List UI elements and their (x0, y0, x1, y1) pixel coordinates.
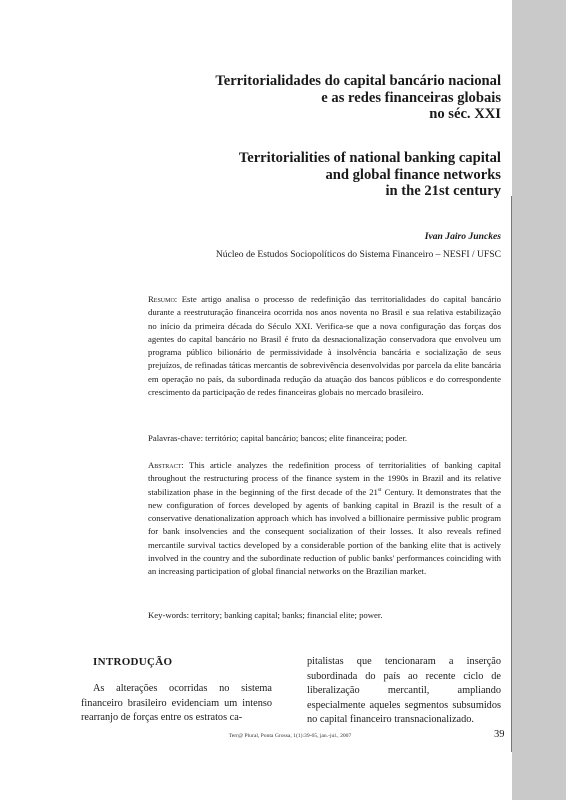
keywords-portuguese: Palavras-chave: território; capital bancário; bancos; elite financeira; poder. (148, 433, 408, 443)
title-english (140, 150, 501, 200)
frame-line (511, 196, 512, 752)
title-pt-line-3: no séc. XXI (429, 106, 501, 122)
page-number: 39 (494, 729, 505, 740)
journal-footer: Terr@ Plural, Ponta Grossa, 1(1):39-65, jan.-jul., 2007 (228, 733, 352, 739)
intro-column-right: pitalistas que tencionaram a inserção subordinada do país ao recente ciclo de liberalização mercantil, ampliando especialmente aqueles segmentos subsumidos no capital financeiro transnacionalizado. (307, 656, 501, 725)
abstract-en-sup: st (377, 486, 382, 493)
abstract-portuguese (148, 293, 501, 399)
title-pt-line-1: Territorialidades do capital bancário nacional (215, 73, 501, 89)
author-affiliation: Núcleo de Estudos Sociopolíticos do Sistema Financeiro – NESFI / UFSC (215, 249, 501, 260)
title-portuguese (140, 73, 501, 123)
abstract-en-label: Abstract: (148, 460, 184, 470)
abstract-en-text-b: Century. It demonstrates that the new configuration of forces developed by agents of banking capital in Brazil is the result of a conservative denationalization approach which has involved a billionaire permissive public program for bank insolvencies and the consequent socialization of their losses. It also reveals refined mercantile survival tactics developed by a considerable portion of the banking elite that is actively involved in the country and the subordinate reduction of public banks' performances coinciding with an increasing participation of global financial networks on the Brazilian market. (148, 486, 501, 577)
title-pt-line-2: e as redes financeiras globais (321, 89, 501, 106)
author-name: Ivan Jairo Junckes (424, 231, 501, 242)
abstract-english (148, 459, 501, 579)
side-margin-bar (512, 0, 566, 800)
section-heading-introduction: INTRODUÇÃO (93, 656, 173, 668)
intro-column-left: As alterações ocorridas no sistema financeiro brasileiro evidenciam um intenso rearranjo de forças entre os estratos ca- (81, 683, 272, 723)
title-en-line-2: and global finance networks (325, 166, 501, 183)
abstract-pt-label: Resumo: (148, 294, 178, 304)
keywords-english: Key-words: territory; banking capital; banks; financial elite; power. (148, 610, 383, 620)
title-en-line-1: Territorialities of national banking capital (238, 150, 501, 166)
title-en-line-3: in the 21st century (385, 183, 501, 199)
abstract-en-text-a: This article analyzes the redefinition process of territorialities of banking capital throughout the restructuring process of the finance system in the 1990s in Brazil and its relative stabilization phase in the beginning of the first decade of the 21 (148, 460, 501, 497)
abstract-pt-text: Este artigo analisa o processo de redefinição das territorialidades do capital bancário durante a reestruturação financeira ocorrida nos anos noventa no Brasil e sua relativa estabilização no início da primeira década do Século XXI. Verifica-se que a nova configuração das forças dos agentes do capital bancário no Brasil é fruto da desnacionalização conservadora que envolveu um programa público bilionário de permissividade à insolvência bancária e socialização de seus prejuízos, de refinadas táticas mercantis de sobrevivência desenvolvidas por parcela da elite bancária em operação no país, da subordinada redução da atuação dos bancos públicos e do correspondente crescimento da participação de redes financeiras globais no mercado brasileiro. (148, 294, 501, 398)
